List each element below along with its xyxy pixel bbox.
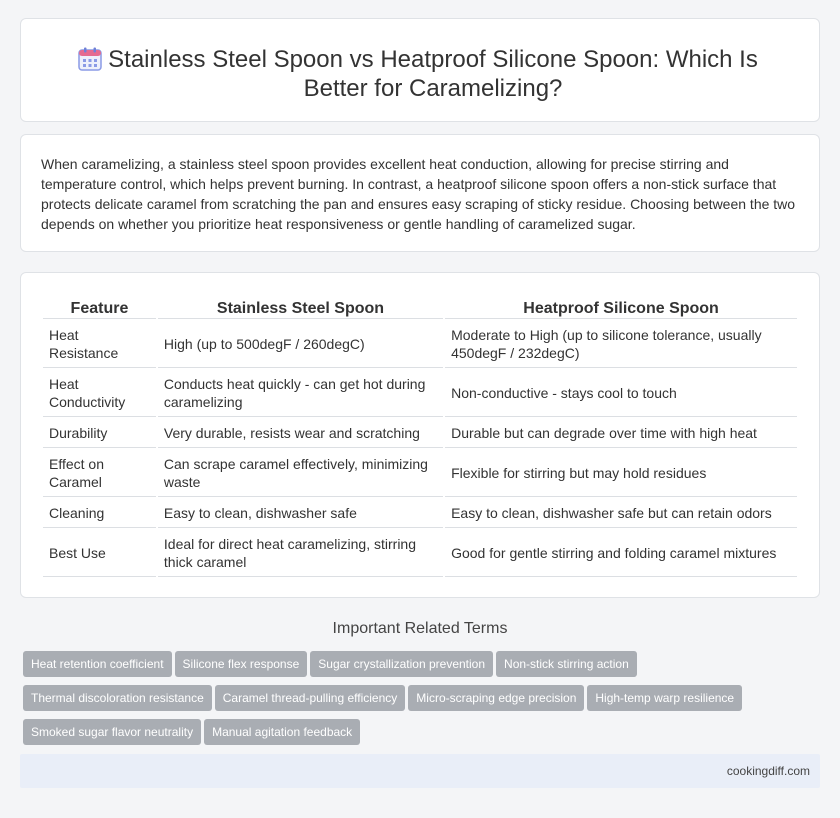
- related-term-tag[interactable]: Micro-scraping edge precision: [408, 685, 584, 711]
- related-term-tag[interactable]: Silicone flex response: [175, 651, 308, 677]
- related-term-tag[interactable]: High-temp warp resilience: [587, 685, 742, 711]
- table-cell: Moderate to High (up to silicone tolerance, usually 450degF / 232degC): [445, 321, 797, 368]
- related-term-tag[interactable]: Manual agitation feedback: [204, 719, 360, 745]
- footer-site-link[interactable]: cookingdiff.com: [726, 764, 810, 778]
- table-row: [43, 321, 797, 368]
- table-cell: Easy to clean, dishwasher safe but can retain odors: [445, 499, 797, 528]
- table-cell-feature: Best Use: [43, 530, 156, 577]
- table-cell: Very durable, resists wear and scratching: [158, 419, 443, 448]
- table-cell: Easy to clean, dishwasher safe: [158, 499, 443, 528]
- header-stainless-steel: Stainless Steel Spoon: [158, 299, 443, 319]
- table-cell: Flexible for stirring but may hold residues: [445, 450, 797, 497]
- related-term-tag[interactable]: Sugar crystallization prevention: [310, 651, 493, 677]
- related-term-tag[interactable]: Non-stick stirring action: [496, 651, 637, 677]
- related-terms-title: Important Related Terms: [332, 620, 508, 637]
- table-cell-feature: Effect on Caramel: [43, 450, 156, 497]
- table-header-row: [43, 299, 797, 319]
- table-row: [43, 419, 797, 448]
- table-cell: Conducts heat quickly - can get hot during caramelizing: [158, 370, 443, 417]
- table-cell-feature: Heat Conductivity: [43, 370, 156, 417]
- table-cell-feature: Cleaning: [43, 499, 156, 528]
- related-term-tag[interactable]: Heat retention coefficient: [23, 651, 172, 677]
- table-row: [43, 530, 797, 577]
- table-row: [43, 499, 797, 528]
- table-cell: Durable but can degrade over time with high heat: [445, 419, 797, 448]
- table-cell-feature: Durability: [43, 419, 156, 448]
- table-row: [43, 450, 797, 497]
- comparison-card: [20, 272, 820, 598]
- table-row: [43, 370, 797, 417]
- page-title: Stainless Steel Spoon vs Heatproof Silicone Spoon: Which Is Better for Caramelizing?: [108, 46, 758, 102]
- related-term-tag[interactable]: Smoked sugar flavor neutrality: [23, 719, 201, 745]
- table-cell: Can scrape caramel effectively, minimizing waste: [158, 450, 443, 497]
- table-cell-feature: Heat Resistance: [43, 321, 156, 368]
- related-term-tag[interactable]: Thermal discoloration resistance: [23, 685, 212, 711]
- comparison-table: [41, 297, 799, 579]
- related-terms-list: [23, 651, 813, 753]
- related-term-tag[interactable]: Caramel thread-pulling efficiency: [215, 685, 406, 711]
- title-card: [20, 18, 820, 122]
- header-heatproof-silicone: Heatproof Silicone Spoon: [445, 299, 797, 319]
- intro-card: [20, 134, 820, 252]
- intro-paragraph: When caramelizing, a stainless steel spoon provides excellent heat conduction, allowing for precise stirring and temperature control, which helps prevent burning. In contrast, a heatproof silicone spoon offers a non-stick surface that protects delicate caramel from scratching the pan and ensures easy scraping of sticky residue. Choosing between the two depends on whether you prioritize heat responsiveness or gentle handling of caramelized sugar.: [41, 156, 796, 232]
- table-cell: Non-conductive - stays cool to touch: [445, 370, 797, 417]
- footer: [20, 754, 820, 788]
- header-feature: Feature: [43, 299, 156, 319]
- table-cell: Ideal for direct heat caramelizing, stirring thick caramel: [158, 530, 443, 577]
- table-cell: Good for gentle stirring and folding caramel mixtures: [445, 530, 797, 577]
- table-cell: High (up to 500degF / 260degC): [158, 321, 443, 368]
